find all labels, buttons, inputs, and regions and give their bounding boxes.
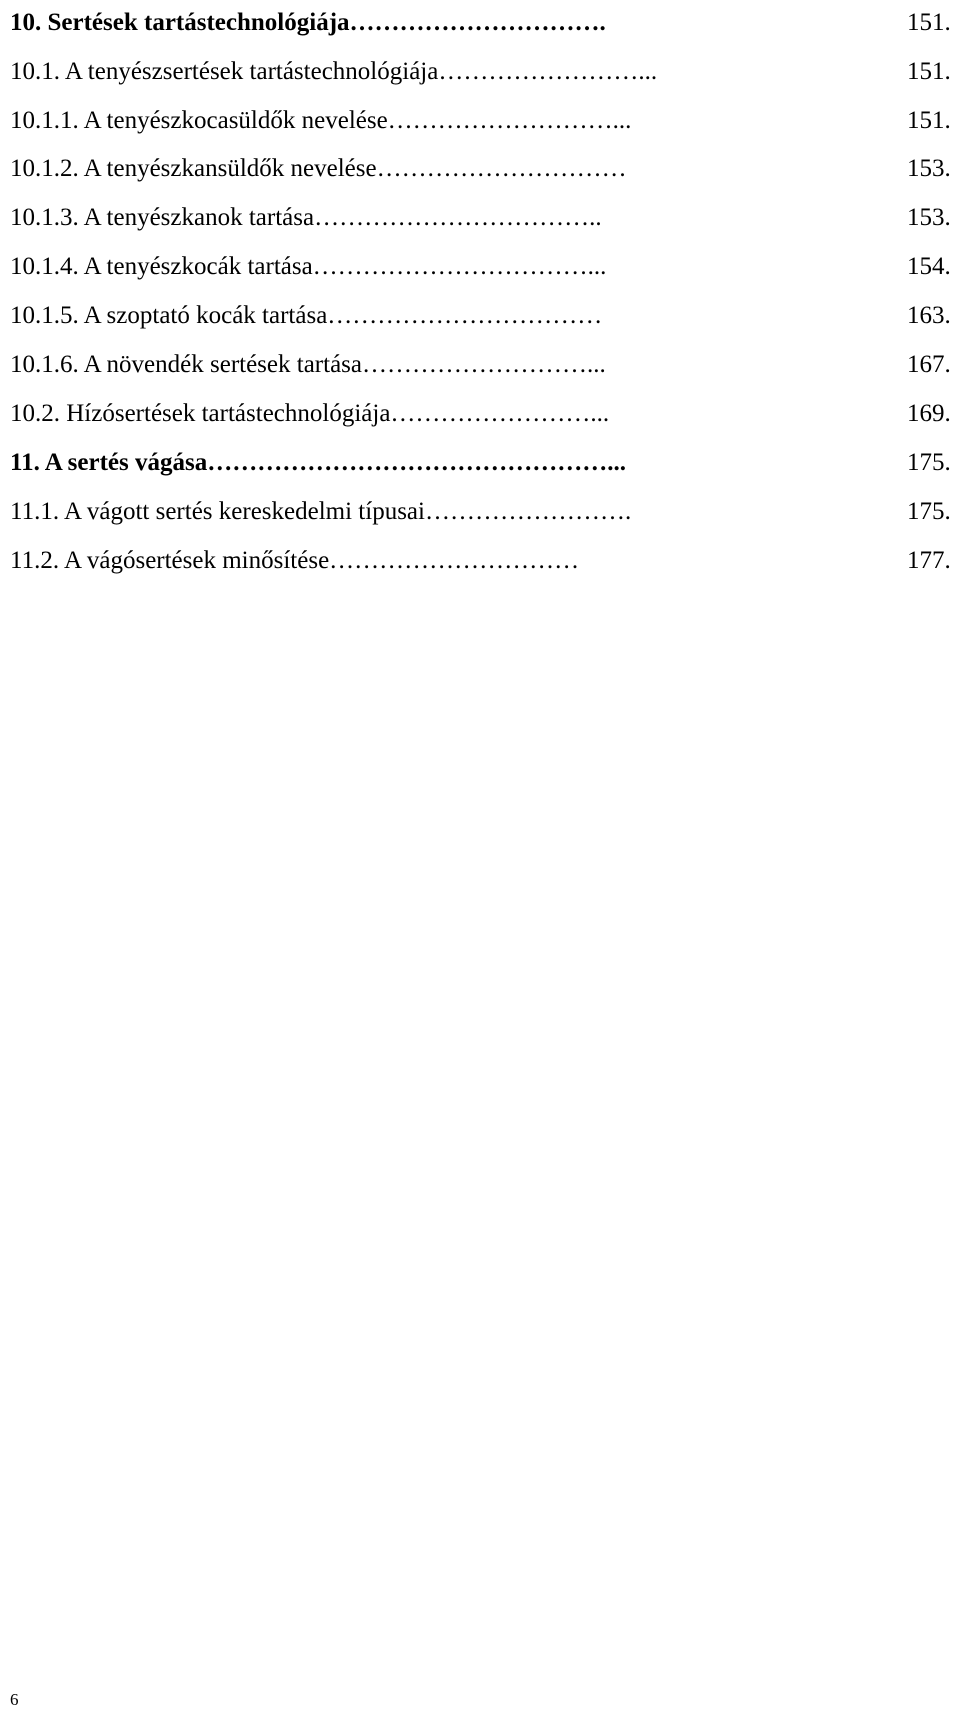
toc-entry-page: 153. [907, 204, 951, 231]
toc-entry-page: 151. [907, 107, 951, 134]
toc-entry-title: 10.1.5. A szoptató kocák tartása…………………………… [10, 302, 603, 329]
toc-entry-title: 11.1. A vágott sertés kereskedelmi típusai……………………. [10, 498, 632, 525]
toc-entry [10, 150, 950, 196]
toc-entry [10, 395, 950, 441]
toc-entry [10, 444, 950, 490]
toc-entry-page: 151. [907, 58, 951, 85]
toc-entry-title: 10. Sertések tartástechnológiája…………………………. [10, 9, 606, 36]
toc-entry-page: 154. [907, 253, 951, 280]
toc-entry [10, 53, 950, 99]
toc-entry-page: 175. [907, 498, 951, 525]
page-number: 6 [10, 1690, 19, 1709]
toc-entry-page: 175. [907, 449, 951, 476]
toc-entry [10, 199, 950, 245]
toc-entry-title: 10.1.6. A növendék sertések tartása………………………... [10, 351, 606, 378]
toc-entry [10, 346, 950, 392]
toc-entry-title: 10.1.4. A tenyészkocák tartása……………………………... [10, 253, 607, 280]
toc-entry-page: 163. [907, 302, 951, 329]
toc-entry-title: 10.1.2. A tenyészkansüldők nevelése………………………… [10, 155, 627, 182]
toc-entry-title: 10.1.3. A tenyészkanok tartása…………………………….. [10, 204, 602, 231]
toc-entry [10, 542, 950, 588]
toc-entry-page: 153. [907, 155, 951, 182]
table-of-contents [10, 0, 951, 574]
toc-entry-title: 11. A sertés vágása…………………………………………... [10, 449, 626, 476]
toc-entry-title: 11.2. A vágósertések minősítése………………………… [10, 547, 580, 574]
toc-entry-title: 10.1.1. A tenyészkocasüldők nevelése………………………... [10, 107, 632, 134]
toc-entry-page: 151. [907, 9, 951, 36]
toc-entry [10, 4, 950, 50]
toc-entry-title: 10.2. Hízósertések tartástechnológiája……………………... [10, 400, 610, 427]
toc-entry [10, 102, 950, 148]
toc-entry [10, 297, 950, 343]
toc-entry-page: 167. [907, 351, 951, 378]
toc-entry-page: 169. [907, 400, 951, 427]
toc-entry-page: 177. [907, 547, 951, 574]
toc-entry-title: 10.1. A tenyészsertések tartástechnológiája……………………... [10, 58, 658, 85]
toc-entry [10, 493, 950, 539]
toc-entry [10, 248, 950, 294]
